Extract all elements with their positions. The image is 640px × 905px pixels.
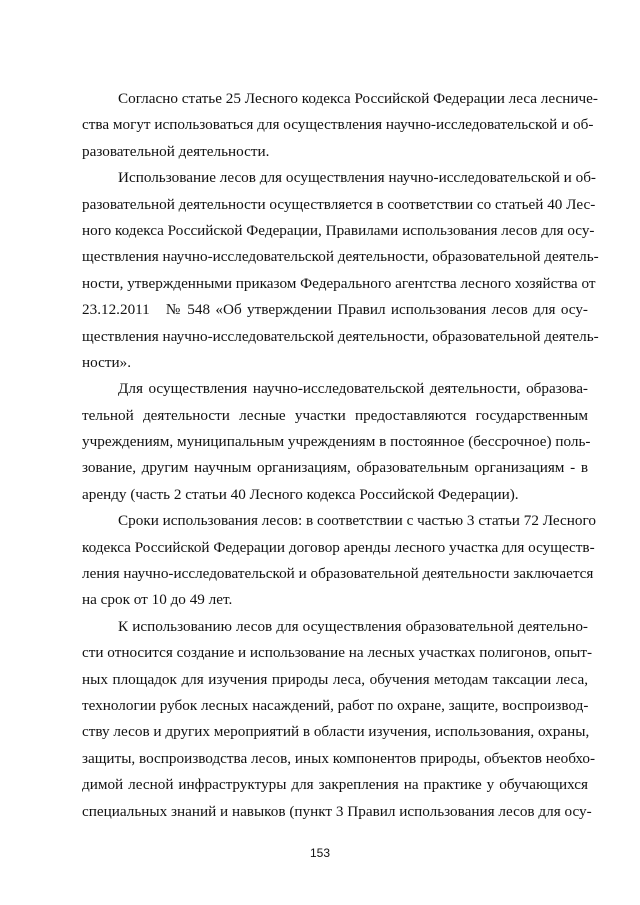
paragraph-5-line-7: димой лесной инфраструктуры для закрепления на практике у обучающихся <box>82 776 588 794</box>
paragraph-2-line-3: ного кодекса Российской Федерации, Правилами использования лесов для осу- <box>82 221 595 239</box>
paragraph-5-line-5: ству лесов и других мероприятий в области изучения, использования, охраны, <box>82 723 590 741</box>
paragraph-4-line-1: Сроки использования лесов: в соответствии с частью 3 статьи 72 Лесного <box>118 512 596 530</box>
paragraph-5-line-1: К использованию лесов для осуществления образовательной деятельно- <box>118 617 588 635</box>
paragraph-3-line-3: учреждениям, муниципальным учреждениям в постоянное (бессрочное) поль- <box>82 433 591 451</box>
paragraph-3-line-2: тельной деятельности лесные участки предоставляются государственным <box>82 406 588 424</box>
paragraph-5-line-3: ных площадок для изучения природы леса, обучения методам таксации леса, <box>82 670 588 688</box>
paragraph-4-line-3: ления научно-исследовательской и образовательной деятельности заключается <box>82 565 594 583</box>
paragraph-2-line-5: ности, утвержденными приказом Федерального агентства лесного хозяйства от <box>82 274 596 292</box>
paragraph-3-line-1: Для осуществления научно-исследовательской деятельности, образова- <box>118 380 588 398</box>
paragraph-5-line-2: сти относится создание и использование на лесных участках полигонов, опыт- <box>82 644 593 662</box>
paragraph-5-line-8: специальных знаний и навыков (пункт 3 Правил использования лесов для осу- <box>82 802 592 820</box>
paragraph-1-line-1: Согласно статье 25 Лесного кодекса Российской Федерации леса лесниче- <box>118 90 598 107</box>
paragraph-5-line-6: защиты, воспроизводства лесов, иных компонентов природы, объектов необхо- <box>82 749 596 767</box>
paragraph-1-line-3: разовательной деятельности. <box>82 142 270 160</box>
paragraph-2-line-1: Использование лесов для осуществления научно-исследовательской и об- <box>118 169 596 187</box>
body-text <box>82 86 599 825</box>
paragraph-5-line-4: технологии рубок лесных насаждений, работ по охране, защите, воспроизвод- <box>82 696 589 714</box>
paragraph-3-line-5: аренду (часть 2 статьи 40 Лесного кодекса Российской Федерации). <box>82 485 519 503</box>
paragraph-2-line-6: 23.12.2011 № 548 «Об утверждении Правил использования лесов для осу- <box>82 301 588 319</box>
paragraph-2-line-2: разовательной деятельности осуществляется в соответствии со статьей 40 Лес- <box>82 195 596 213</box>
paragraph-4-line-2: кодекса Российской Федерации договор аренды лесного участка для осуществ- <box>82 538 595 556</box>
paragraph-3-line-4: зование, другим научным организациям, образовательным организациям - в <box>82 459 588 477</box>
paragraph-2-line-8: ности». <box>82 353 131 371</box>
paragraph-4-line-4: на срок от 10 до 49 лет. <box>82 591 233 609</box>
paragraph-2-line-7: ществления научно-исследовательской деятельности, образовательной деятель- <box>82 327 599 345</box>
paragraph-2-line-4: ществления научно-исследовательской деятельности, образовательной деятель- <box>82 248 599 266</box>
page-number: 153 <box>309 846 331 860</box>
paragraph-1-line-2: ства могут использоваться для осуществления научно-исследовательской и об- <box>82 116 594 134</box>
